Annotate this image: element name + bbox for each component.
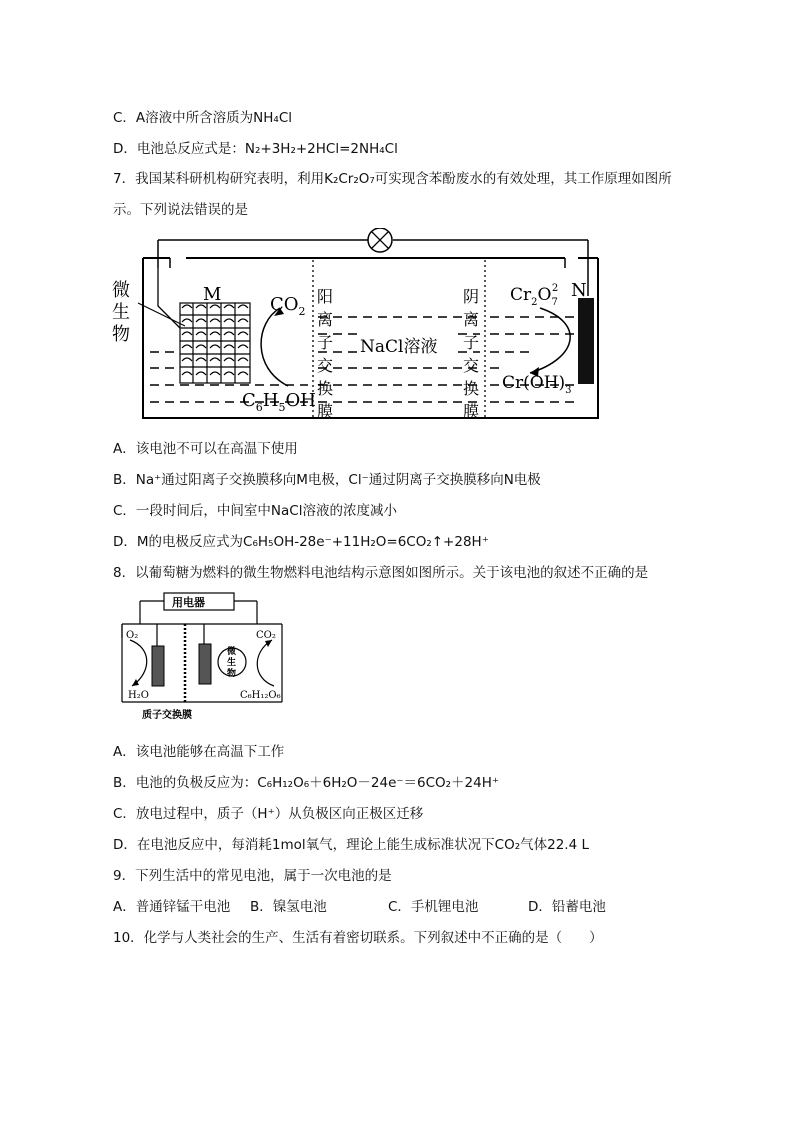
electrode-n-label: N xyxy=(571,280,587,301)
svg-text:子: 子 xyxy=(317,333,334,352)
question-7-option-d: D．M的电极反应式为C₆H₅OH-28e⁻+11H₂O=6CO₂↑+28H⁺ xyxy=(113,534,489,550)
svg-text:换: 换 xyxy=(463,379,480,398)
svg-text:交: 交 xyxy=(317,356,334,375)
chromium-hydroxide-label: $Cr(OH)_3$ xyxy=(502,373,572,396)
question-8-option-d: D．在电池反应中，每消耗1mol氧气，理论上能生成标准状况下CO₂气体22.4 L xyxy=(113,837,589,853)
svg-text:微: 微 xyxy=(227,647,237,657)
dichromate-label: $Cr_2O_72$ xyxy=(510,283,559,308)
electrode-m xyxy=(180,303,250,383)
oxygen-label: O₂ xyxy=(126,630,139,641)
question-7-stem-line2: 示。下列说法错误的是 xyxy=(113,202,248,218)
svg-text:交: 交 xyxy=(463,356,480,375)
prev-option-c: C．A溶液中所含溶质为NH₄Cl xyxy=(113,110,292,126)
question-7-option-b: B．Na⁺通过阳离子交换膜移向M电极，Cl⁻通过阴离子交换膜移向N电极 xyxy=(113,472,541,488)
membrane-label: 质子交换膜 xyxy=(142,710,192,721)
question-9-option-a: A．普通锌锰干电池 xyxy=(113,899,231,915)
glucose-label: C₆H₁₂O₆ xyxy=(240,690,281,701)
svg-text:离: 离 xyxy=(317,310,334,329)
co2-label-2: CO₂ xyxy=(256,630,276,641)
question-9-option-d: D．铅蓄电池 xyxy=(528,899,606,915)
question-7-stem-line1: 7．我国某科研机构研究表明，利用K₂Cr₂O₇可实现含苯酚废水的有效处理，其工作原理如图所 xyxy=(113,171,672,187)
device-label: 用电器 xyxy=(172,596,205,609)
co2-label: $CO_2$ xyxy=(270,294,306,318)
svg-text:阴: 阴 xyxy=(463,287,480,306)
phenol-label: $C_6H_5OH$ xyxy=(242,390,316,414)
figure-glucose-cell xyxy=(112,590,302,725)
microbe-label-1: 微 xyxy=(112,280,130,301)
svg-text:物: 物 xyxy=(227,669,237,679)
electrode-n xyxy=(578,298,594,384)
question-10-stem: 10．化学与人类社会的生产、生活有着密切联系。下列叙述中不正确的是（ ） xyxy=(113,930,603,946)
prev-option-d: D．电池总反应式是：N₂+3H₂+2HCl=2NH₄Cl xyxy=(113,141,398,157)
question-8-option-a: A．该电池能够在高温下工作 xyxy=(113,744,285,760)
microbe-label-2: 生 xyxy=(112,302,130,323)
svg-text:生: 生 xyxy=(227,658,237,668)
anion-membrane-label xyxy=(463,287,479,421)
question-8-option-c: C．放电过程中，质子（H⁺）从负极区向正极区迁移 xyxy=(113,806,424,822)
figure-phenol-cell xyxy=(110,228,610,423)
anode xyxy=(199,644,211,684)
svg-text:子: 子 xyxy=(463,333,480,352)
cathode xyxy=(152,646,164,686)
nacl-label: NaCl溶液 xyxy=(360,337,438,357)
svg-text:换: 换 xyxy=(317,379,334,398)
question-9-stem: 9．下列生活中的常见电池，属于一次电池的是 xyxy=(113,868,392,884)
electrode-m-label: M xyxy=(203,284,222,305)
svg-text:膜: 膜 xyxy=(317,402,334,421)
microbe-label-3: 物 xyxy=(112,324,130,345)
question-8-stem: 8．以葡萄糖为燃料的微生物燃料电池结构示意图如图所示。关于该电池的叙述不正确的是 xyxy=(113,565,649,581)
question-8-option-b: B．电池的负极反应为：C₆H₁₂O₆＋6H₂O－24e⁻＝6CO₂＋24H⁺ xyxy=(113,775,500,791)
question-7-option-a: A．该电池不可以在高温下使用 xyxy=(113,441,298,457)
svg-text:离: 离 xyxy=(463,310,480,329)
svg-text:阳: 阳 xyxy=(317,287,334,306)
question-9-option-b: B．镍氢电池 xyxy=(250,899,327,915)
question-9-option-c: C．手机锂电池 xyxy=(388,899,479,915)
cation-membrane-label xyxy=(317,287,333,421)
question-7-option-c: C．一段时间后，中间室中NaCl溶液的浓度减小 xyxy=(113,503,397,519)
water-label: H₂O xyxy=(128,690,149,701)
svg-text:膜: 膜 xyxy=(463,402,480,421)
